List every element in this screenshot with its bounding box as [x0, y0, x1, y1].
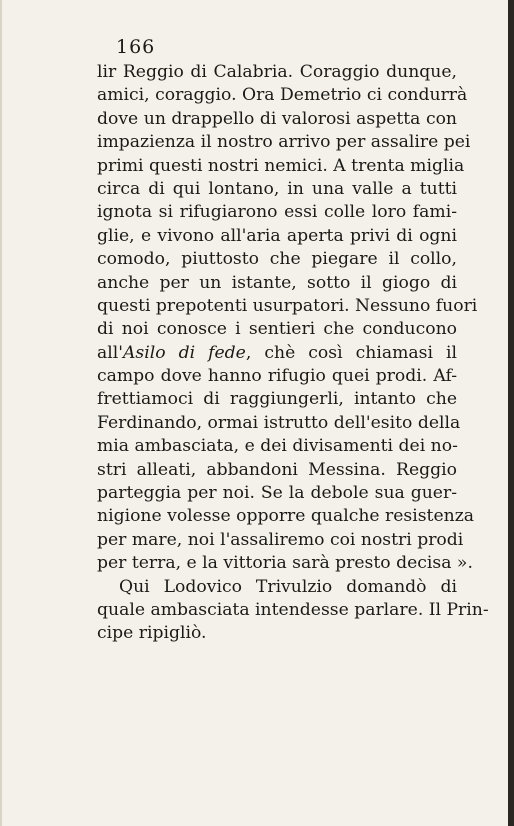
- body-text: [97, 61, 489, 646]
- text-line: campo dove hanno rifugio quei prodi. Af-: [97, 366, 457, 387]
- text-line: nigione volesse opporre qualche resistenza: [97, 506, 475, 527]
- text-line: stri alleati, abbandoni Messina. Reggio: [97, 459, 457, 480]
- text-line: comodo, piuttosto che piegare il collo,: [97, 249, 457, 270]
- page-number: 166: [116, 36, 156, 58]
- italic-title: Asilo di fede: [122, 342, 246, 363]
- text-line: di noi conosce i sentieri che conducono: [97, 319, 457, 340]
- text-line: anche per un istante, sotto il giogo di: [97, 272, 457, 293]
- text-line: parteggia per noi. Se la debole sua guer-: [97, 483, 457, 504]
- text-line: circa di qui lontano, in una valle a tutti: [97, 178, 457, 199]
- text-line: Ferdinando, ormai istrutto dell'esito della: [97, 412, 461, 433]
- text-line: mia ambasciata, e dei divisamenti dei no-: [97, 436, 458, 457]
- text-line: frettiamoci di raggiungerli, intanto che: [97, 389, 457, 410]
- text-line: amici, coraggio. Ora Demetrio ci condurrà: [97, 85, 468, 106]
- text-line: lir Reggio di Calabria. Coraggio dunque,: [97, 62, 457, 82]
- text-line: per terra, e la vittoria sarà presto decisa ».: [97, 553, 473, 574]
- text-line-with-italic: [97, 342, 457, 365]
- text-line: per mare, noi l'assaliremo coi nostri prodi: [97, 529, 464, 550]
- text-line: ignota si rifugiarono essi colle loro fami-: [97, 202, 457, 223]
- paragraph-start-line: Qui Lodovico Trivulzio domandò di: [119, 576, 457, 597]
- text-line: glie, e vivono all'aria aperta privi di ogni: [97, 225, 457, 246]
- text-line: quale ambasciata intendesse parlare. Il Prin-: [97, 599, 489, 620]
- text-segment: , chè così chiamasi il: [245, 342, 457, 363]
- text-segment: all': [97, 342, 123, 363]
- text-line: primi questi nostri nemici. A trenta miglia: [97, 155, 465, 176]
- text-line: impazienza il nostro arrivo per assalire pei: [97, 132, 471, 153]
- text-line: dove un drappello di valorosi aspetta con: [97, 108, 457, 129]
- text-line: questi prepotenti usurpatori. Nessuno fuori: [97, 295, 478, 316]
- text-line: cipe ripigliò.: [97, 623, 207, 644]
